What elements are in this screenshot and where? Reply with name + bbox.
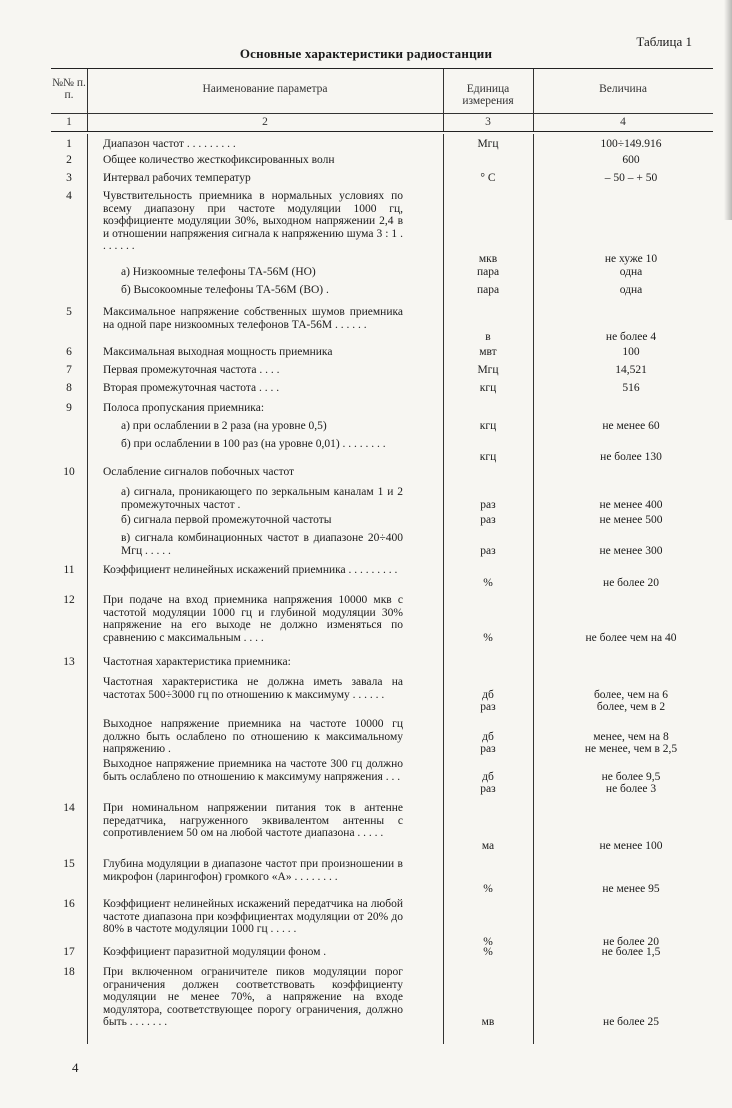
parameter-unit: кгц [479,382,497,394]
table-row [51,402,713,415]
parameter-value: более, чем на 6 более, чем в 2 [593,688,669,713]
parameter-name: Общее количество жесткофиксированных волн [103,154,335,166]
header-value: Величина [599,83,647,95]
parameter-unit: ° С [480,172,496,184]
parameter-unit: кгц [479,420,497,432]
parameter-unit: дб раз [480,730,496,755]
row-number: 13 [63,656,75,668]
table-row [51,656,713,669]
parameter-value: одна [619,284,643,296]
parameter-unit: % [483,631,493,644]
parameter-value: – 50 – + 50 [604,172,658,184]
parameter-value: не более чем на 40 [585,631,677,644]
parameter-value: не более 1,5 [601,946,661,958]
table-row [51,364,713,377]
table-row [51,802,713,852]
row-number: 7 [66,364,72,376]
table-row [51,718,713,756]
parameter-value: не более 9,5 не более 3 [601,770,661,795]
table-row [51,946,713,959]
table-row [51,346,713,359]
parameter-unit: ма [481,839,495,852]
header-index-2: 2 [262,116,268,128]
parameter-unit: Мгц [477,138,499,150]
parameter-value: 516 [622,382,640,394]
row-number: 11 [63,564,75,576]
parameter-name: Интервал рабочих температур [103,172,251,184]
parameter-name: а) при ослаблении в 2 раза (на уровне 0,5) [121,420,327,432]
row-number: 1 [66,138,72,150]
table-row [51,154,713,167]
parameter-name: При подаче на вход приемника напряжения 10000 мкв с частотой модуляции 1000 гц и глубиной модуляции 30% напряжение на его выходе не должно изменяться по сравнению с максимальным . . . . [103,594,403,644]
parameter-value: не более 25 [603,1016,659,1028]
table-row [51,564,713,589]
table-row [51,514,713,527]
parameter-unit: дб раз [480,688,496,713]
parameter-value: 14,521 [615,364,647,376]
row-number: 4 [66,190,72,202]
row-number: 3 [66,172,72,184]
parameter-value: не более 20 [603,576,659,589]
row-number: 6 [66,346,72,358]
parameter-name: б) при ослаблении в 100 раз (на уровне 0,01) . . . . . . . . [121,438,386,450]
table-row [51,858,713,896]
table-label: Таблица 1 [636,34,692,49]
parameter-value: не менее 500 [599,514,663,526]
row-number: 10 [63,466,75,478]
parameter-name: б) Высокоомные телефоны ТА-56М (ВО) . [121,284,329,296]
parameter-unit: % [483,576,493,589]
table-row [51,284,713,297]
header-rule [51,113,713,114]
table-row [51,172,713,185]
parameter-unit: кгц [479,450,497,463]
parameter-name: Частотная характеристика не должна иметь завала на частотах 500÷3000 гц по отношению к максимуму . . . . . . [103,676,403,701]
page-number: 4 [72,1060,79,1075]
table-row [51,266,713,279]
header-index-4: 4 [620,116,626,128]
parameter-name: в) сигнала комбинационных частот в диапазоне 20÷400 Мгц . . . . . [121,532,403,557]
table-row [51,382,713,395]
parameter-name: Глубина модуляции в диапазоне частот при произношении в микрофон (ларингофон) громкого «А» . . . . . . . . [103,858,403,883]
table-row [51,758,713,796]
parameter-value: 100 [622,346,640,358]
table-header [51,68,713,132]
parameter-name: Диапазон частот . . . . . . . . . [103,138,236,150]
parameter-name: а) сигнала, проникающего по зеркальным каналам 1 и 2 промежуточных частот . [121,486,403,511]
row-number: 5 [66,306,72,318]
parameter-value: не менее 60 [602,420,660,432]
parameter-value: не менее 100 [599,839,663,852]
parameter-name: Максимальная выходная мощность приемника [103,346,333,358]
header-name: Наименование параметра [202,83,328,95]
row-number: 8 [66,382,72,394]
header-index-1: 1 [66,116,72,128]
parameter-name: Выходное напряжение приемника на частоте 10000 гц должно быть ослаблено по отношению к максимальному напряжению . [103,718,403,755]
table-row [51,138,713,151]
parameter-value: не более 20 [603,935,659,948]
row-number: 18 [63,966,75,978]
parameter-unit: раз [480,544,496,557]
table-row [51,190,713,265]
parameter-unit: дб раз [480,770,496,795]
parameter-name: Частотная характеристика приемника: [103,656,291,668]
table-row [51,466,713,479]
table-title: Основные характеристики радиостанции [239,46,493,61]
parameter-value: не менее 300 [599,544,663,557]
row-number: 12 [63,594,75,606]
parameter-unit: раз [480,498,496,511]
row-number: 14 [63,802,75,814]
parameter-unit: раз [480,514,496,526]
parameter-name: При включенном ограничителе пиков модуляции порог ограничения должен соответствовать коэффициенту модуляции не менее 70%, а напряжение на входе модулятора, соответствующее порогу ограничения, должно быть . . . . . . . [103,966,403,1028]
parameter-name: Коэффициент нелинейных искажений приемника . . . . . . . . . [103,564,398,576]
row-number: 15 [63,858,75,870]
parameter-unit: мкв [478,252,498,265]
parameter-unit: Мгц [477,364,499,376]
parameter-value: менее, чем на 8 не менее, чем в 2,5 [584,730,678,755]
parameter-name: б) сигнала первой промежуточной частоты [121,514,332,526]
table-row [51,676,713,714]
table-row [51,420,713,433]
parameter-name: Вторая промежуточная частота . . . . [103,382,280,394]
table-row [51,532,713,557]
parameter-value: 100÷149.916 [600,138,662,150]
parameter-unit: мвт [479,346,497,358]
parameter-name: Чувствительность приемника в нормальных условиях по всему диапазону при частоте модуляции 1000 гц, коэффициенте модуляции 30%, выходном напряжении 2,4 в и отношении напряжения сигнала к напряжению шума 3 : 1 . . . . . . . [103,190,403,252]
parameter-value: не хуже 10 [604,252,658,265]
row-number: 2 [66,154,72,166]
parameter-name: Полоса пропускания приемника: [103,402,265,414]
row-number: 16 [63,898,75,910]
parameter-unit: в [485,331,491,343]
parameter-name: Коэффициент паразитной модуляции фоном . [103,946,327,958]
parameter-name: а) Низкоомные телефоны ТА-56М (НО) [121,266,316,278]
table-row [51,486,713,511]
parameter-unit: пара [476,266,500,278]
parameter-unit: мв [481,1016,495,1028]
parameter-unit: пара [476,284,500,296]
parameter-value: одна [619,266,643,278]
table-row [51,898,713,948]
header-num: №№ п. п. [52,77,86,101]
parameter-name: Первая промежуточная частота . . . . [103,364,280,376]
parameter-name: Ослабление сигналов побочных частот [103,466,295,478]
header-index-3: 3 [485,116,491,128]
parameter-name: Выходное напряжение приемника на частоте 300 гц должно быть ослаблено по отношению к максимуму напряжения . . . [103,758,403,783]
row-number: 9 [66,402,72,414]
parameter-unit: % [483,935,493,948]
parameter-value: не более 4 [605,331,657,343]
parameter-name: При номинальном напряжении питания ток в антенне передатчика, нагруженного эквивалентом антенны с сопротивлением 50 ом на любой частоте диапазона . . . . . [103,802,403,839]
page-edge-shadow [724,0,732,220]
row-number: 17 [63,946,75,958]
parameter-name: Коэффициент нелинейных искажений передатчика на любой частоте диапазона при коэффициентах модуляции от 20% до 80% в частоте модуляции 1000 гц . . . . . [103,898,403,935]
parameter-value: 600 [622,154,640,166]
parameter-unit: % [483,883,493,895]
parameter-name: Максимальное напряжение собственных шумов приемника на одной паре низкоомных телефонов ТА-56М . . . . . . [103,306,403,331]
parameter-value: не менее 400 [599,498,663,511]
parameter-value: не менее 95 [602,883,660,895]
parameter-unit: % [483,946,493,958]
table-row [51,306,713,344]
parameter-value: не более 130 [600,450,662,463]
table-row [51,438,713,463]
table-row [51,594,713,644]
header-unit: Единица измерения [462,83,514,107]
table-row [51,966,713,1029]
